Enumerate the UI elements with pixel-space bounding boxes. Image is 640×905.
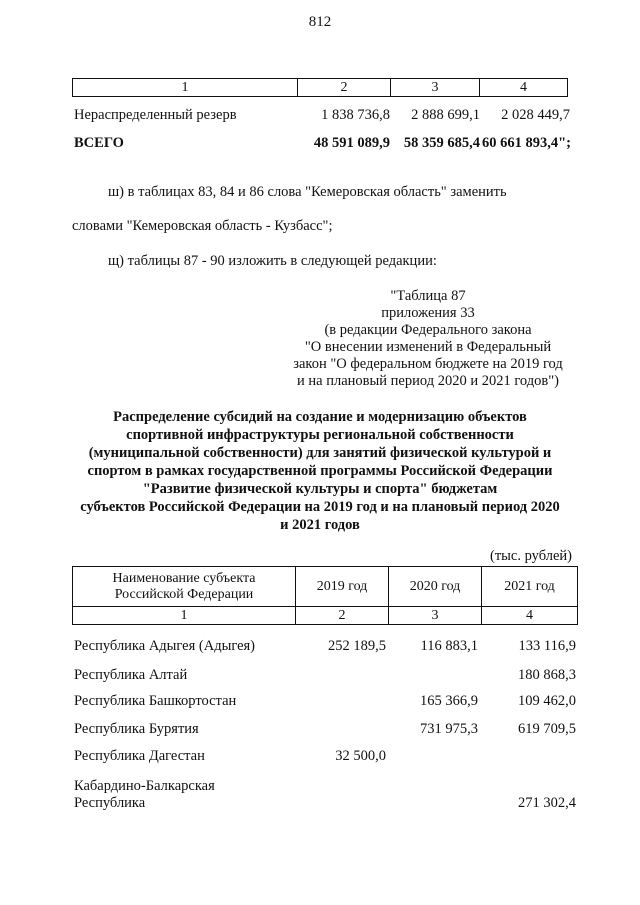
value-2019: 252 189,5 xyxy=(328,638,386,654)
value-2021: 133 116,9 xyxy=(518,638,576,654)
paragraph-sh-line1: ш) в таблицах 83, 84 и 86 слова "Кемеровская область" заменить xyxy=(108,184,507,200)
value-2021: 271 302,4 xyxy=(518,795,576,811)
value-2019: 32 500,0 xyxy=(335,748,386,764)
row-value-2019: 1 838 736,8 xyxy=(321,107,390,123)
subject-name: Республика Адыгея (Адыгея) xyxy=(74,638,256,654)
col-number-1: 1 xyxy=(73,607,296,625)
row-value-2021: 2 028 449,7 xyxy=(501,107,570,123)
col-number-4: 4 xyxy=(480,79,568,97)
subject-name: Республика Бурятия xyxy=(74,721,199,737)
col-number-1: 1 xyxy=(73,79,298,97)
appendix-reference: "Таблица 87 приложения 33 (в редакции Федерального закона "О внесении изменений в Федеральный закон "О федеральном бюджете на 2019 год и на плановый период 2020 и 2021 годов") xyxy=(293,288,563,389)
header-2019: 2019 год xyxy=(296,567,389,607)
units-label: (тыс. рублей) xyxy=(490,548,572,564)
total-2019: 48 591 089,9 xyxy=(313,135,390,151)
page-number: 812 xyxy=(308,14,332,30)
subject-name: Республика Дагестан xyxy=(74,748,205,764)
value-2020: 731 975,3 xyxy=(420,721,478,737)
col-number-2: 2 xyxy=(298,79,391,97)
table-heading: Распределение субсидий на создание и модернизацию объектов спортивной инфраструктуры региональной собственности (муниципальной собственности) для занятий физической культурой и спортом в рамках государственной программы Российской Федерации "Развитие физической культуры и спорта" бюджетам субъектов Российской Федерации на 2019 год и на плановый период 2020 и 2021 годов xyxy=(80,409,560,533)
row-name: Нераспределенный резерв xyxy=(74,107,237,123)
header-2021: 2021 год xyxy=(482,567,578,607)
paragraph-shch: щ) таблицы 87 - 90 изложить в следующей редакции: xyxy=(108,253,437,269)
col-number-3: 3 xyxy=(389,607,482,625)
row-value-2020: 2 888 699,1 xyxy=(411,107,480,123)
subject-name-line1: Кабардино-Балкарская xyxy=(74,778,215,794)
main-table-header xyxy=(72,566,578,625)
header-2020: 2020 год xyxy=(389,567,482,607)
subject-name-line2: Республика xyxy=(74,795,146,811)
total-label: ВСЕГО xyxy=(74,135,124,151)
col-number-2: 2 xyxy=(296,607,389,625)
col-number-4: 4 xyxy=(482,607,578,625)
paragraph-sh-line2: словами "Кемеровская область - Кузбасс"; xyxy=(72,218,333,234)
total-2020: 58 359 685,4 xyxy=(403,135,480,151)
subject-name: Республика Башкортостан xyxy=(74,693,237,709)
value-2021: 180 868,3 xyxy=(518,667,576,683)
value-2020: 165 366,9 xyxy=(420,693,478,709)
value-2020: 116 883,1 xyxy=(420,638,478,654)
subject-name: Республика Алтай xyxy=(74,667,188,683)
col-number-3: 3 xyxy=(391,79,480,97)
value-2021: 109 462,0 xyxy=(518,693,576,709)
header-subject-name: Наименование субъекта Российской Федерации xyxy=(73,567,296,607)
value-2021: 619 709,5 xyxy=(518,721,576,737)
top-table-column-numbers xyxy=(72,78,568,97)
total-2021: 60 661 893,4"; xyxy=(482,135,572,151)
